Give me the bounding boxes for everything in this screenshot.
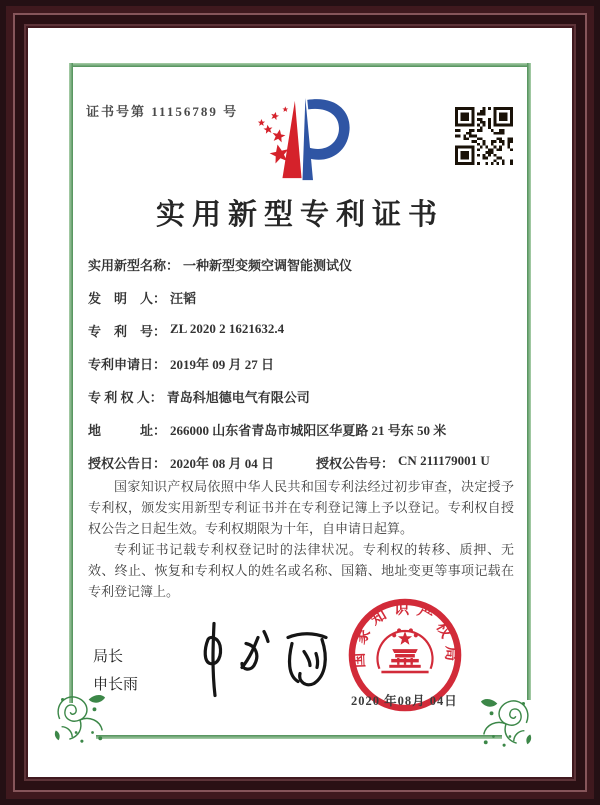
field-label: 实用新型名称： [88, 258, 180, 273]
field-label: 专 利 权 人： [88, 390, 163, 405]
field-label: 授权公告日： [88, 456, 167, 471]
field-row-filing-date [88, 354, 528, 373]
border-right-line [527, 63, 531, 700]
field-row-inventor [88, 288, 528, 307]
field-label: 发 明 人： [88, 291, 167, 306]
field-value: ZL 2020 2 1621632.4 [170, 321, 285, 336]
seal-ring-text: 国家知识产权局 [350, 600, 460, 669]
field-value: CN 211179001 U [398, 453, 490, 468]
field-value: 2020年 08 月 04 日 [170, 456, 275, 471]
field-value: 266000 山东省青岛市城阳区华夏路 21 号东 50 米 [170, 423, 447, 438]
seal-date: 2020 年08月 04日 [351, 694, 458, 708]
signer-name: 申长雨 [93, 676, 139, 693]
field-value: 青岛科旭德电气有限公司 [166, 390, 310, 405]
field-value: 一种新型变频空调智能测试仪 [183, 258, 353, 273]
border-left-line [69, 63, 73, 703]
floral-corner-ornament-icon [50, 688, 108, 746]
border-bottom-line [96, 735, 502, 739]
field-row-address [88, 420, 528, 439]
field-row-patent-no [88, 321, 528, 340]
field-label: 授权公告号： [316, 456, 395, 471]
field-label: 专利申请日： [88, 357, 167, 372]
signer-title: 局长 [93, 648, 124, 665]
floral-corner-ornament-icon [478, 692, 536, 750]
certificate-number: 证书号第 11156789 号 [86, 104, 239, 119]
field-row-patentee [88, 387, 528, 406]
field-label: 地 址： [88, 423, 167, 438]
national-emblem [377, 628, 432, 673]
field-value: 2019年 09 月 27 日 [170, 357, 275, 372]
field-row-grant [88, 453, 528, 472]
handwritten-signature-icon [180, 616, 350, 704]
field-row-name [88, 255, 528, 274]
paragraph: 专利证书记载专利权登记时的法律状况。专利权的转移、质押、无效、终止、恢复和专利权人的姓名或名称、国籍、地址变更等事项记载在专利登记簿上。 [88, 542, 514, 599]
field-label: 专 利 号： [88, 324, 167, 339]
qr-code-icon [455, 107, 513, 165]
border-top-line [69, 63, 531, 67]
legal-text [88, 476, 514, 602]
paragraph: 国家知识产权局依照中华人民共和国专利法经过初步审查，决定授予专利权，颁发实用新型专利证书并在专利登记簿上予以登记。专利权自授权公告之日起生效。专利权期限为十年，自申请日起算。 [88, 479, 514, 536]
field-value: 汪韬 [170, 291, 197, 306]
cnipa-logo-icon [250, 92, 355, 187]
page-title: 实用新型专利证书 [155, 199, 444, 231]
